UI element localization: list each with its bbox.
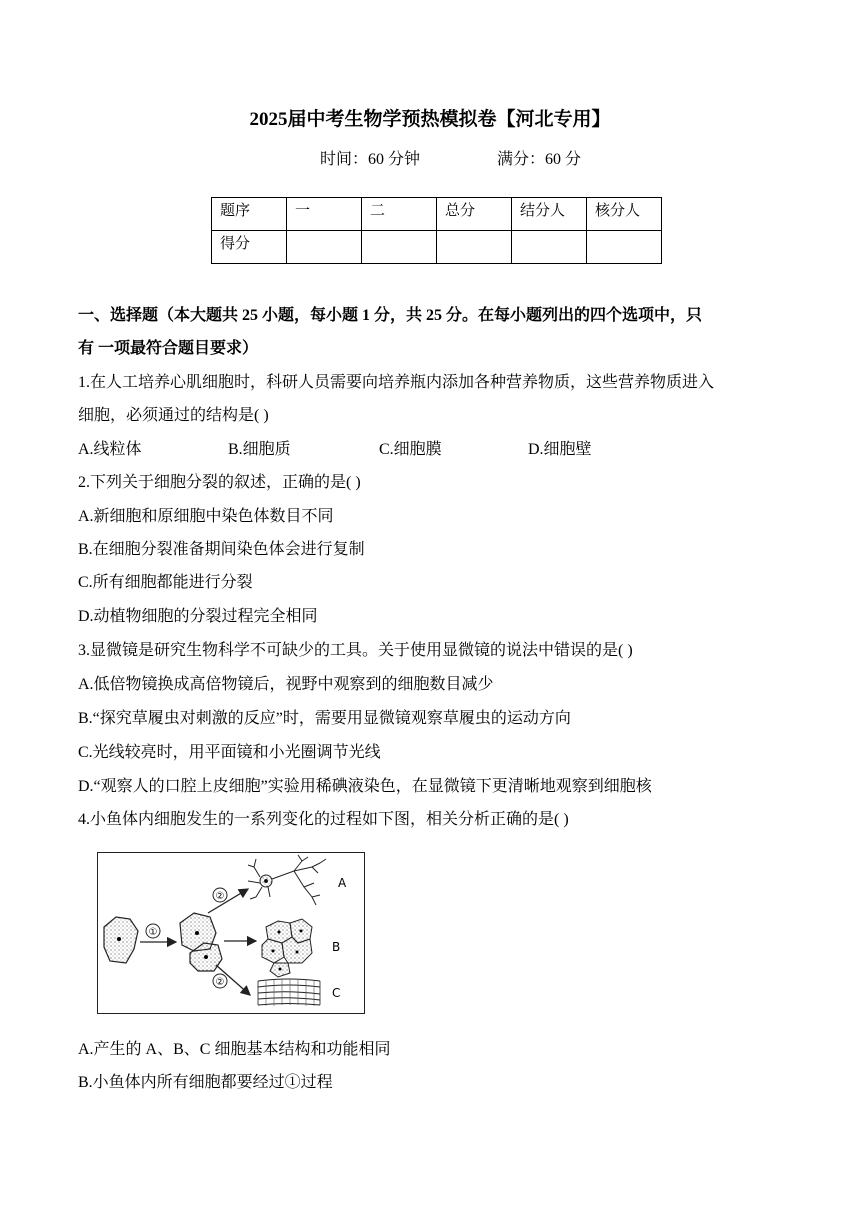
q2-option-c: C.所有细胞都能进行分裂 <box>78 574 253 591</box>
page-title: 2025届中考生物学预热模拟卷【河北专用】 <box>249 109 611 130</box>
q2-option-b: B.在细胞分裂准备期间染色体会进行复制 <box>78 541 365 558</box>
q2-option-a: A.新细胞和原细胞中染色体数目不同 <box>78 508 334 525</box>
q1-option-b: B.细胞质 <box>228 441 291 458</box>
muscle-fibers <box>258 979 320 1005</box>
q1-option-c: C.细胞膜 <box>379 441 442 458</box>
exam-time: 时间：60 分钟 <box>320 151 421 168</box>
divided-cell-bottom-nucleus <box>204 955 208 959</box>
score-table-score-row <box>212 231 662 264</box>
score-cell[interactable] <box>362 231 437 264</box>
section-heading-line1: 一、选择题（本大题共 25 小题，每小题 1 分，共 25 分。在每小题列出的四个选项中，只 <box>78 307 703 324</box>
step1-label: ① <box>148 927 158 938</box>
original-cell-nucleus <box>117 937 121 941</box>
score-table <box>211 197 662 264</box>
cell-differentiation-figure <box>97 852 365 1014</box>
q2-option-d: D.动植物细胞的分裂过程完全相同 <box>78 608 318 625</box>
step2b-label: ② <box>215 977 225 988</box>
label-a: A <box>338 876 347 890</box>
q4-option-a: A.产生的 A、B、C 细胞基本结构和功能相同 <box>78 1041 391 1058</box>
exam-total-score: 满分：60 分 <box>497 151 582 168</box>
neuron-cell <box>248 855 326 905</box>
step2a-label: ② <box>215 891 225 902</box>
divided-cell-top-nucleus <box>195 931 199 935</box>
tissue-b-cells <box>262 919 312 977</box>
section-heading-line2: 有 一项最符合题目要求） <box>78 340 259 357</box>
q1-stem-line2: 细胞，必须通过的结构是( ) <box>78 407 269 424</box>
q3-option-c: C.光线较亮时，用平面镜和小光圈调节光线 <box>78 744 381 761</box>
original-cell <box>104 917 138 963</box>
q2-stem: 2.下列关于细胞分裂的叙述，正确的是( ) <box>78 474 361 491</box>
header-cell: 核分人 <box>587 198 662 231</box>
q1-stem-line1: 1.在人工培养心肌细胞时，科研人员需要向培养瓶内添加各种营养物质，这些营养物质进入 <box>78 374 715 391</box>
q3-option-a: A.低倍物镜换成高倍物镜后，视野中观察到的细胞数目减少 <box>78 676 494 693</box>
q4-stem: 4.小鱼体内细胞发生的一系列变化的过程如下图，相关分析正确的是( ) <box>78 811 569 828</box>
q1-option-a: A.线粒体 <box>78 441 142 458</box>
header-cell: 总分 <box>437 198 512 231</box>
score-cell[interactable] <box>512 231 587 264</box>
q3-option-b: B.“探究草履虫对刺激的反应”时，需要用显微镜观察草履虫的运动方向 <box>78 710 571 727</box>
header-cell: 二 <box>362 198 437 231</box>
header-cell: 结分人 <box>512 198 587 231</box>
row-label-cell: 得分 <box>212 231 287 264</box>
label-c: C <box>332 986 341 1000</box>
q1-option-d: D.细胞壁 <box>528 441 592 458</box>
figure-svg <box>98 853 364 1013</box>
score-table-header-row <box>212 198 662 231</box>
score-cell[interactable] <box>437 231 512 264</box>
label-b: B <box>332 940 341 954</box>
header-cell: 题序 <box>212 198 287 231</box>
q3-option-d: D.“观察人的口腔上皮细胞”实验用稀碘液染色，在显微镜下更清晰地观察到细胞核 <box>78 778 652 795</box>
header-cell: 一 <box>287 198 362 231</box>
score-cell[interactable] <box>587 231 662 264</box>
q3-stem: 3.显微镜是研究生物科学不可缺少的工具。关于使用显微镜的说法中错误的是( ) <box>78 642 633 659</box>
score-cell[interactable] <box>287 231 362 264</box>
q4-option-b: B.小鱼体内所有细胞都要经过①过程 <box>78 1074 333 1091</box>
